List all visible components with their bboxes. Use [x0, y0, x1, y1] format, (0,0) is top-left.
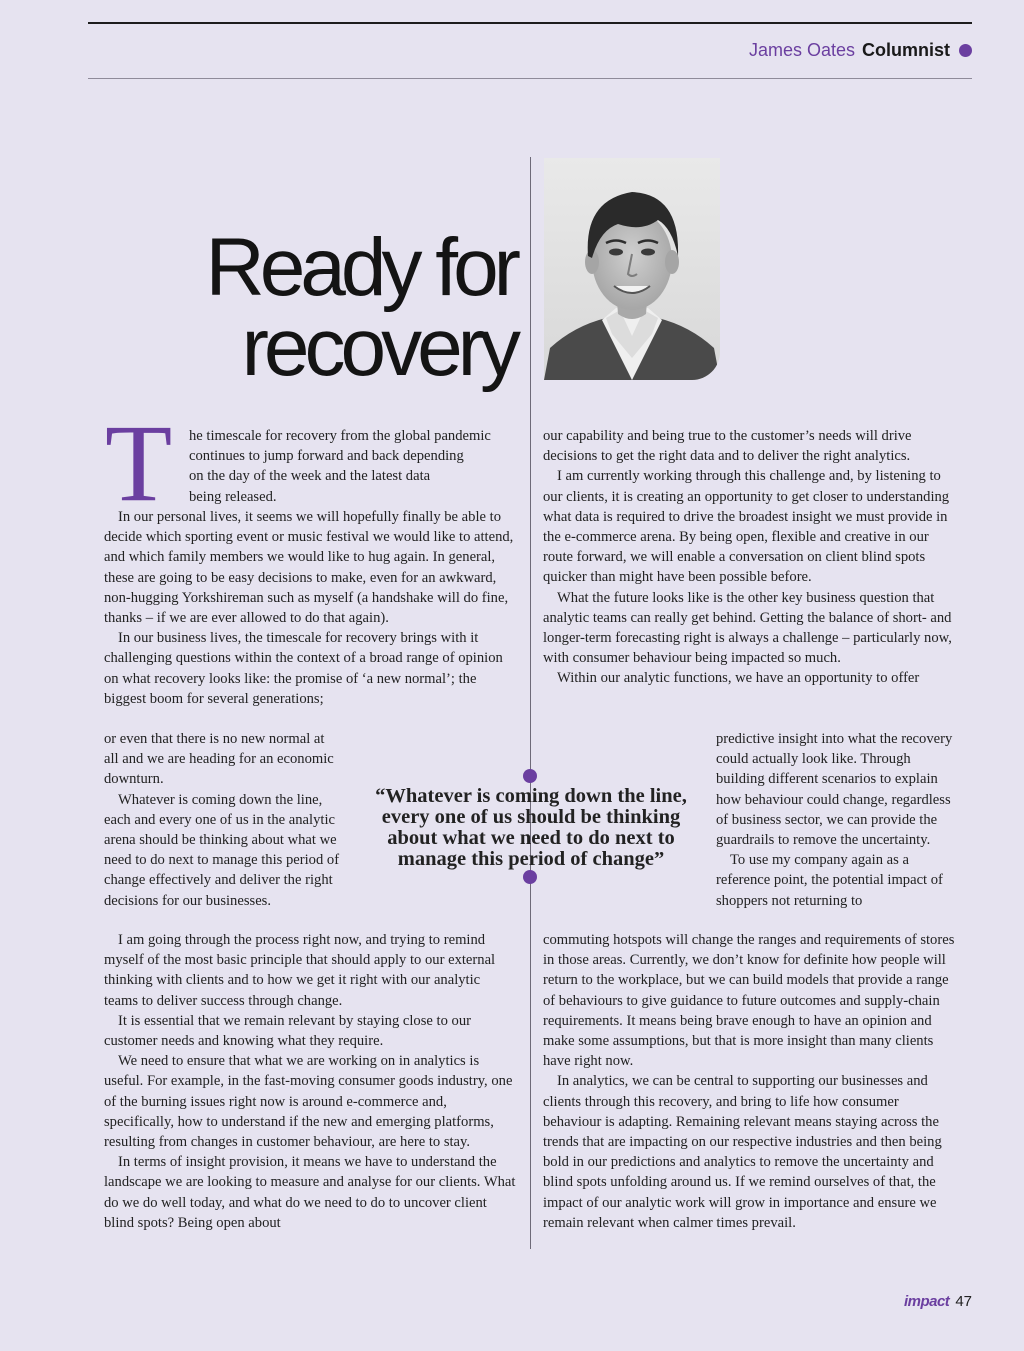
pull-quote-line-1: “Whatever is coming down the line,: [375, 785, 687, 807]
page-footer: [904, 1293, 972, 1310]
lead-line-2: continues to jump forward and back depending: [189, 448, 464, 465]
body-paragraph: In our business lives, the timescale for recovery brings with it challenging questions within the context of a broad range of opinion on what recovery looks like: the promise of ‘a new normal’; the biggest boom for several generations;: [104, 630, 503, 707]
pullquote-dot-bottom-icon: [523, 870, 537, 884]
pull-quote-line-3: about what we need to do next to: [387, 827, 675, 849]
left-column-upper: [104, 507, 514, 709]
pull-quote-line-4: manage this period of change”: [397, 848, 665, 870]
byline: [749, 40, 972, 61]
lead-line-3: on the day of the week and the latest data: [189, 468, 431, 485]
body-paragraph: What the future looks like is the other key business question that analytic teams can really get behind. Getting the balance of short- and longer-term forecasting right is always a challenge – particularly now, with consumer behaviour being impacted so much.: [543, 589, 952, 667]
pull-quote: [356, 786, 706, 870]
body-paragraph: predictive insight into what the recovery could actually look like. Through building different scenarios to explain how behaviour could change, regardless of business sector, we can provide the guardrails to remove the uncertainty.: [716, 731, 953, 849]
body-paragraph: Within our analytic functions, we have an opportunity to offer: [557, 670, 920, 687]
drop-cap: T: [105, 402, 173, 524]
body-paragraph: It is essential that we remain relevant by staying close to our customer needs and knowing what they require.: [104, 1012, 471, 1050]
lead-line-4: being released.: [189, 488, 277, 505]
body-paragraph: In analytics, we can be central to supporting our businesses and clients through this recovery, and bring to life how consumer behaviour is adapting. Remaining relevant means staying across the trends that are impacting on our respective industries and then being bold in our predictions and analytics to remove the uncertainty and blind spots unfolding around us. If we remind ourselves of that, the impact of our analytic work will grow in importance and ensure we remain relevant when calmer times prevail.: [543, 1073, 942, 1231]
right-column-upper: [543, 426, 953, 689]
pullquote-dot-top-icon: [523, 769, 537, 783]
headline-line-1: Ready for: [205, 222, 516, 313]
body-paragraph: or even that there is no new normal at all and we are heading for an economic downturn.: [104, 731, 334, 788]
headline-line-2: recovery: [241, 302, 516, 393]
author-name: James Oates: [748, 40, 855, 60]
top-rule: [88, 22, 972, 24]
pull-quote-line-2: every one of us should be thinking: [381, 806, 681, 828]
author-role: Columnist: [862, 40, 950, 60]
body-paragraph: I am currently working through this challenge and, by listening to our clients, it is creating an opportunity to get closer to understanding what data is required to drive the broadest insight we must provide in the e-commerce arena. By being open, flexible and creative in our route forward, we will enable a conversation on client blind spots quicker than might have been possible before.: [543, 468, 950, 586]
lead-lines: [189, 426, 529, 507]
body-paragraph: We need to ensure that what we are working on in analytics is useful. For example, in the fast-moving consumer goods industry, one of the burning issues right now is around e-commerce and, specifically, how to understand if the new and emerging platforms, resulting from changes in customer behaviour, are here to stay.: [104, 1053, 513, 1151]
body-paragraph: To use my company again as a reference point, the potential impact of shoppers not returning to: [716, 852, 943, 909]
magazine-logo: impact: [903, 1293, 950, 1310]
article-headline: [96, 222, 516, 393]
right-column-narrow: [716, 729, 956, 911]
right-column-lower: [543, 930, 955, 1233]
page-number: 47: [955, 1293, 972, 1310]
body-paragraph: In terms of insight provision, it means we have to understand the landscape we are looking to measure and analyse for our clients. What do we do well today, and what do we need to do to uncover client blind spots? Being open about: [104, 1154, 516, 1231]
body-paragraph: our capability and being true to the customer’s needs will drive decisions to get the right data and to deliver the right analytics.: [543, 428, 912, 465]
left-column-narrow: [104, 729, 340, 911]
portrait-illustration: [544, 158, 720, 380]
body-paragraph: I am going through the process right now, and trying to remind myself of the most basic principle that should apply to our external thinking with clients and to how we get it right with our analytic teams to deliver success through change.: [104, 932, 496, 1009]
lead-line-1: he timescale for recovery from the global pandemic: [189, 428, 491, 444]
body-paragraph: Whatever is coming down the line, each and every one of us in the analytic arena should be thinking about what we need to do next to manage this period of change effectively and deliver the right decisions for our businesses.: [104, 791, 340, 909]
author-photo: [544, 158, 720, 380]
body-paragraph: commuting hotspots will change the ranges and requirements of stores in those areas. Currently, we don’t know for definite how people will return to the workplace, but we can build models that provide a range of behaviours to give guidance to future outcomes and supply-chain requirements. It means being brave enough to have an opinion and make some assumptions, but that is more insight than many clients have right now.: [543, 932, 955, 1070]
left-column-lower: [104, 930, 516, 1233]
column-divider: [530, 157, 531, 1249]
body-paragraph: In our personal lives, it seems we will hopefully finally be able to decide which sporting event or music festival we would like to attend, and which family members we would like to hug again. In general, these are going to be easy decisions to make, even for an awkward, non-hugging Yorkshireman such as myself (a handshake will do fine, thanks – if we are ever allowed to do that again).: [104, 509, 514, 627]
bullet-dot-icon: [959, 44, 972, 57]
header-rule: [88, 78, 972, 79]
